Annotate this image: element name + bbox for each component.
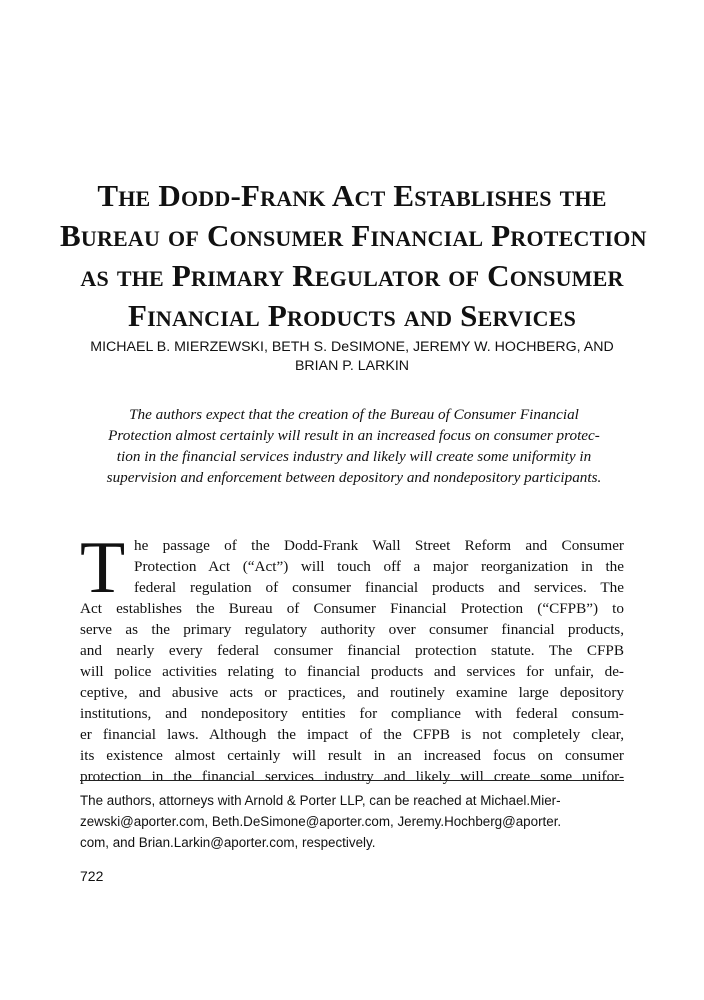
page-number: 722 [80,868,104,884]
body-line: ceptive, and abusive acts or practices, and routinely examine large depository [80,684,624,701]
body-line: will police activities relating to financial products and services for unfair, de- [80,663,624,680]
title-line-4: Financial Products and Services [127,298,577,333]
author-byline [80,338,624,376]
abstract [80,404,628,488]
abstract-line-3: tion in the financial services industry and likely will create some uniformity in [116,448,592,465]
footnote-divider [80,780,624,781]
footnote-line-3: com, and Brian.Larkin@aporter.com, respectively. [80,835,376,850]
body-line: Protection Act (“Act”) will touch off a major reorganization in the [134,558,624,575]
abstract-line-4: supervision and enforcement between depository and nondepository participants. [106,469,602,486]
body-paragraph [80,527,624,787]
footnote-line-1: The authors, attorneys with Arnold & Porter LLP, can be reached at Michael.Mier- [80,793,561,808]
body-line: protection in the financial services industry and likely will create some unifor- [80,768,624,785]
body-line: he passage of the Dodd-Frank Wall Street Reform and Consumer [134,537,624,554]
title-line-1: The Dodd-Frank Act Establishes the [97,178,607,213]
body-line: Act establishes the Bureau of Consumer Financial Protection (“CFPB”) to [80,600,624,617]
body-line: institutions, and nondepository entities for compliance with federal consum- [80,705,624,722]
author-line-2: BRIAN P. LARKIN [294,358,410,374]
body-line: and nearly every federal consumer financial protection statute. The CFPB [80,642,624,659]
author-line-1: MICHAEL B. MIERZEWSKI, BETH S. DeSIMONE, JEREMY W. HOCHBERG, AND [90,339,614,355]
body-line: federal regulation of consumer financial products and services. The [134,579,624,596]
footnote-line-2: zewski@aporter.com, Beth.DeSimone@aporter.com, Jeremy.Hochberg@aporter. [80,814,562,829]
drop-cap: T [80,527,126,609]
body-line: serve as the primary regulatory authority over consumer financial products, [80,621,624,638]
article-title [60,176,647,336]
body-line: er financial laws. Although the impact of the CFPB is not completely clear, [80,726,624,743]
title-line-2: Bureau of Consumer Financial Protection [60,218,647,253]
abstract-line-2: Protection almost certainly will result in an increased focus on consumer protec- [108,427,600,444]
body-line: its existence almost certainly will result in an increased focus on consumer [80,747,624,764]
title-line-3: as the Primary Regulator of Consumer [80,258,624,293]
footnote [80,790,624,853]
abstract-line-1: The authors expect that the creation of the Bureau of Consumer Financial [129,406,579,423]
